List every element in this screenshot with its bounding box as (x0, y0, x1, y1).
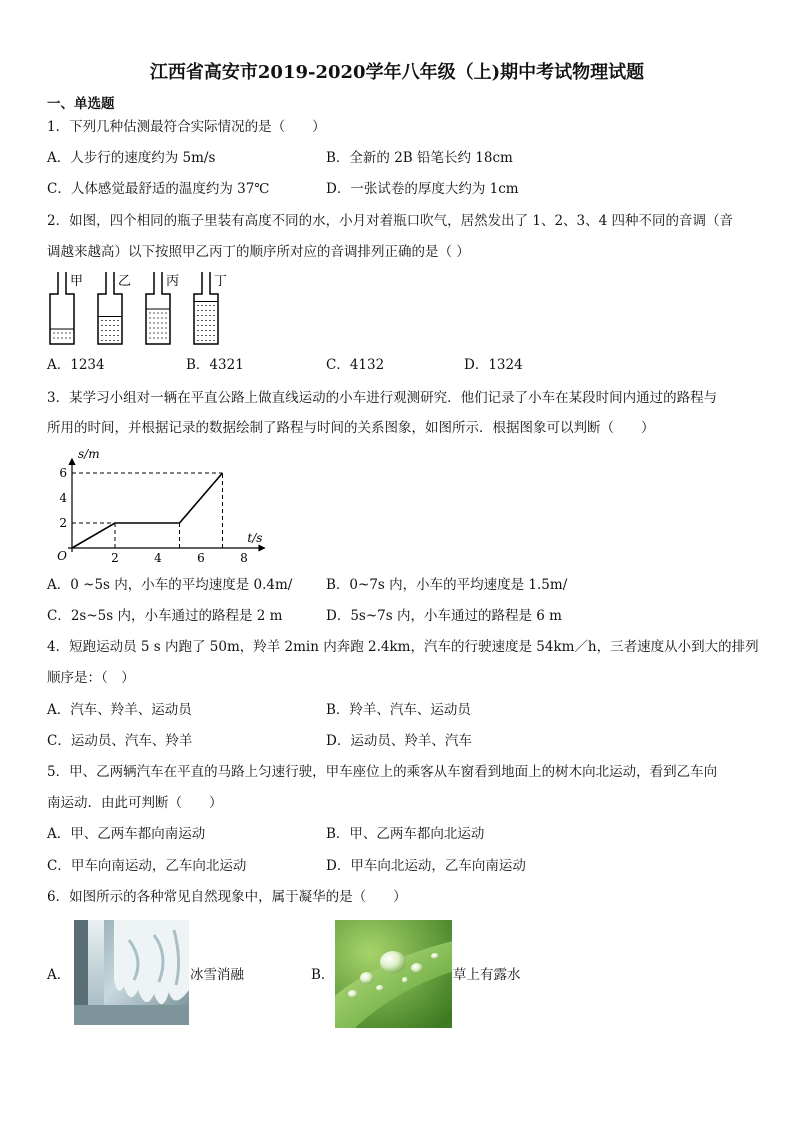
q4-option-b: B．羚羊、汽车、运动员 (326, 702, 471, 718)
q4-option-a: A．汽车、羚羊、运动员 (47, 702, 192, 718)
bottle-label: 乙 (118, 274, 132, 289)
q1-option-a: A．人步行的速度约为 5m/s (47, 150, 216, 166)
q5-option-a: A．甲、乙两车都向南运动 (47, 826, 206, 842)
q5-stem-line1: 5．甲、乙两辆汽车在平直的马路上匀速行驶，甲车座位上的乘客从车窗看到地面上的树木向北运动，看到乙车向 (47, 764, 718, 780)
bottles-figure (44, 266, 234, 350)
q5-option-c: C．甲车向南运动，乙车向北运动 (47, 858, 247, 874)
q2-option-d: D．1324 (464, 357, 523, 373)
q2-option-a: A．1234 (47, 357, 105, 373)
q6-option-b-letter: B． (311, 967, 335, 983)
x-tick-label: 6 (197, 551, 205, 565)
y-axis-label: s/m (78, 448, 100, 461)
q5-option-d: D．甲车向北运动，乙车向南运动 (326, 858, 526, 874)
q1-option-d: D．一张试卷的厚度大约为 1cm (326, 181, 519, 197)
q4-option-d: D．运动员、羚羊、汽车 (326, 733, 472, 749)
y-tick-label: 4 (59, 491, 67, 505)
page-title: 江西省高安市2019-2020学年八年级（上)期中考试物理试题 (149, 62, 645, 83)
q3-stem-line1: 3．某学习小组对一辆在平直公路上做直线运动的小车进行观测研究．他们记录了小车在某段时间内通过的路程与 (47, 390, 718, 406)
y-tick-label: 6 (59, 466, 67, 480)
q2-option-b: B．4321 (186, 357, 244, 373)
dew-on-grass-image (335, 920, 452, 1028)
series-line (72, 473, 223, 548)
q1-stem: 1．下列几种估测最符合实际情况的是（ ） (47, 119, 326, 135)
q5-stem-line2: 南运动．由此可判断（ ） (47, 795, 223, 811)
bottle-label: 甲 (70, 274, 84, 289)
bottle-water (50, 329, 74, 344)
q6-option-b-caption: 草上有露水 (453, 967, 521, 983)
q4-option-c: C．运动员、汽车、羚羊 (47, 733, 193, 749)
q5-option-b: B．甲、乙两车都向北运动 (326, 826, 485, 842)
q6-stem: 6．如图所示的各种常见自然现象中，属于凝华的是（ ） (47, 889, 407, 905)
ice-waterfall-image (74, 920, 189, 1025)
bottle-water (194, 302, 218, 345)
q3-option-b: B．0~7s 内，小车的平均速度是 1.5m/ (326, 577, 568, 593)
q4-stem-line2: 顺序是：（ ） (47, 670, 135, 686)
x-tick-label: 4 (154, 551, 162, 565)
q6-option-a-caption: 冰雪消融 (190, 967, 244, 983)
section-heading: 一、单选题 (47, 96, 115, 112)
q2-stem-line2: 调越来越高）以下按照甲乙丙丁的顺序所对应的音调排列正确的是（ ） (47, 244, 470, 260)
q3-option-d: D．5s~7s 内，小车通过的路程是 6 m (326, 608, 562, 624)
q2-option-c: C．4132 (326, 357, 385, 373)
origin-label: O (57, 549, 67, 563)
q1-option-b: B．全新的 2B 铅笔长约 18cm (326, 150, 513, 166)
q3-stem-line2: 所用的时间，并根据记录的数据绘制了路程与时间的关系图象，如图所示．根据图象可以判断（ ） (47, 420, 655, 436)
q6-option-a-letter: A． (47, 967, 71, 983)
x-tick-label: 2 (111, 551, 119, 565)
q3-option-a: A．0 ~5s 内，小车的平均速度是 0.4m/ (47, 577, 293, 593)
y-tick-label: 2 (59, 516, 67, 530)
bottle-water (146, 309, 170, 344)
x-tick-label: 8 (240, 551, 248, 565)
st-graph (56, 448, 266, 566)
bottle-label: 丁 (214, 274, 228, 289)
x-axis-label: t/s (247, 531, 263, 545)
q2-stem-line1: 2．如图，四个相同的瓶子里装有高度不同的水，小月对着瓶口吹气，居然发出了 1、2、3、4 四种不同的音调（音 (47, 213, 734, 229)
q4-stem-line1: 4．短跑运动员 5 s 内跑了 50m，羚羊 2min 内奔跑 2.4km，汽车的行驶速度是 54km／h，三者速度从小到大的排列 (47, 639, 759, 655)
q1-option-c: C．人体感觉最舒适的温度约为 37℃ (47, 181, 270, 197)
bottle-label: 丙 (166, 274, 180, 289)
q3-option-c: C．2s~5s 内，小车通过的路程是 2 m (47, 608, 283, 624)
